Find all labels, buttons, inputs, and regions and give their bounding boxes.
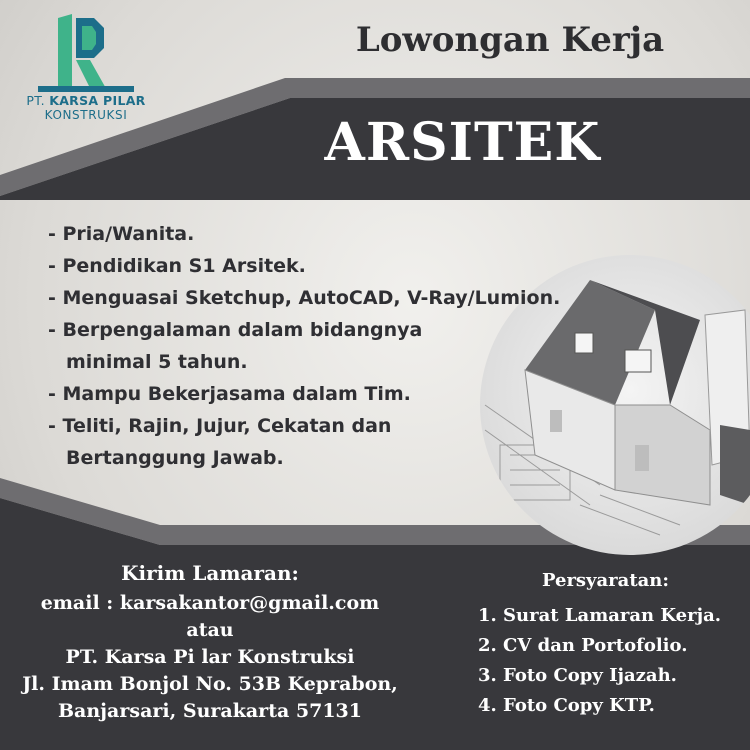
contact-address-line2: Banjarsari, Surakarta 57131 [58,700,362,722]
list-item: 3. Foto Copy Ijazah. [478,665,677,686]
list-item: - Menguasai Sketchup, AutoCAD, V-Ray/Lumion. [48,287,561,309]
list-item: - Mampu Bekerjasama dalam Tim. [48,383,411,405]
contact-section [0,560,420,725]
qualification-list [48,218,648,474]
list-item: 4. Foto Copy KTP. [478,695,655,716]
job-title: ARSITEK [324,112,601,173]
contact-heading: Kirim Lamaran: [121,561,299,585]
list-item: - Berpengalaman dalam bidangnya minimal 5 tahun. [48,314,648,378]
list-item: - Pendidikan S1 Arsitek. [48,255,306,277]
list-item-continuation: Bertanggung Jawab. [66,447,284,469]
list-item: - Pria/Wanita. [48,223,195,245]
requirements-heading: Persyaratan: [541,570,670,591]
company-logo-icon [38,14,134,94]
list-item: - Teliti, Rajin, Jujur, Cekatan dan Bertanggung Jawab. [48,410,648,474]
list-item: 1. Surat Lamaran Kerja. [478,605,722,626]
contact-address-line1: Jl. Imam Bonjol No. 53B Keprabon, [22,673,398,695]
contact-or: atau [186,619,234,641]
contact-company-name: PT. Karsa Pi lar Konstruksi [65,646,355,668]
contact-email: email : karsakantor@gmail.com [40,592,380,614]
logo-company-subtitle: KONSTRUKSI [44,108,128,122]
list-item-continuation: minimal 5 tahun. [66,351,248,373]
vacancy-heading: Lowongan Kerja [355,20,665,60]
list-item: 2. CV dan Portofolio. [478,635,688,656]
requirements-list [478,601,748,721]
logo-company-name: PT. KARSA PILAR [26,93,146,108]
requirements-section [478,570,748,721]
